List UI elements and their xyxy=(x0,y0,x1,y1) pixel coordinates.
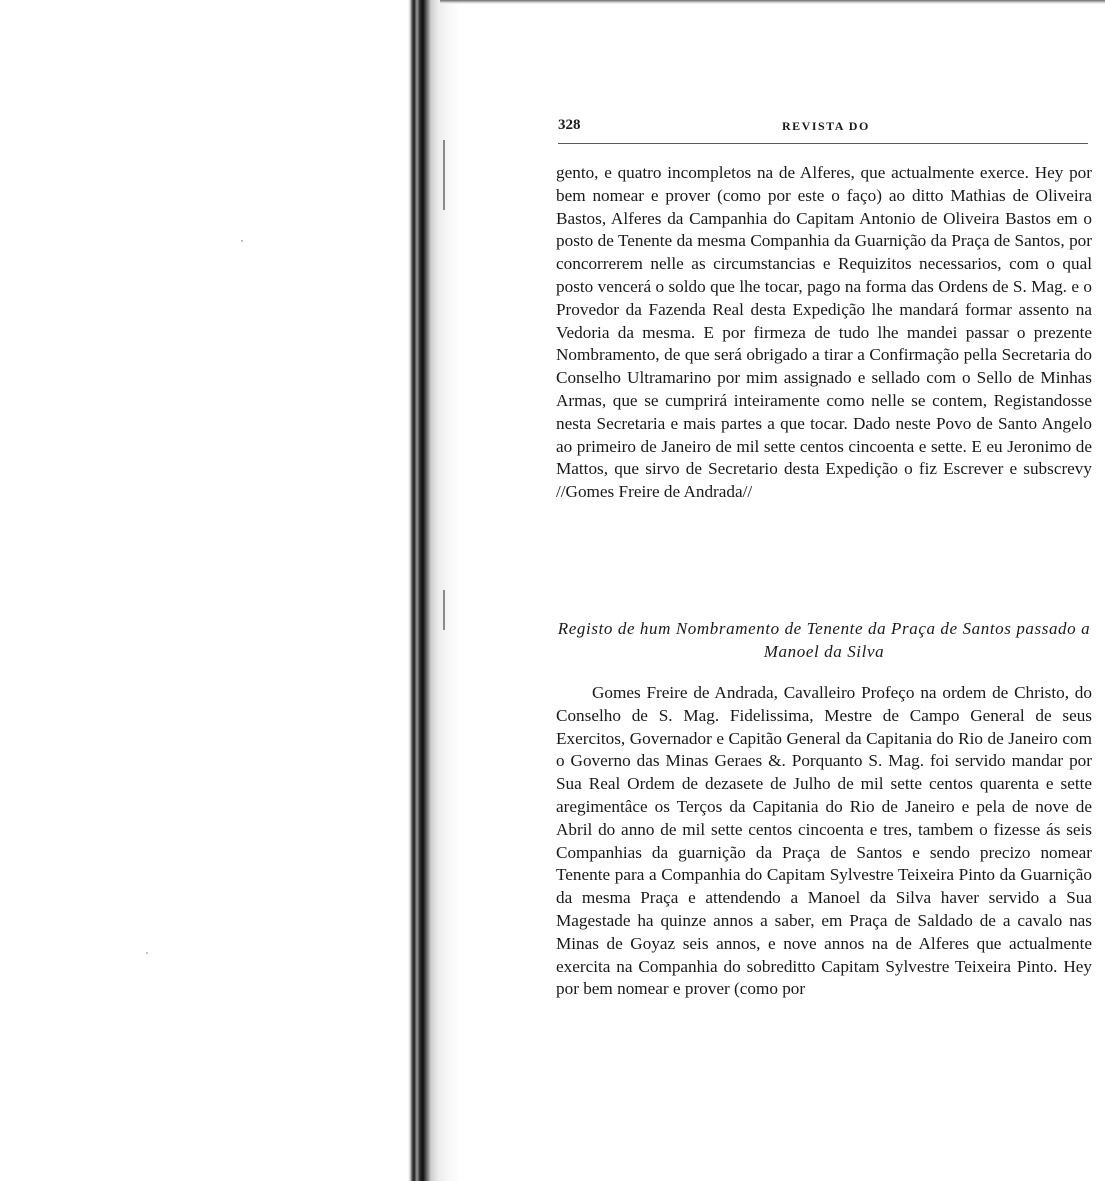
page-number: 328 xyxy=(558,117,581,133)
body-paragraph-1: gento, e quatro incompletos na de Alferes, que actualmente exerce. Hey por bem nomear e prover (como por este o faço) ao ditto Mathias de Oliveira Bastos, Alferes da Campanhia do Capitam Antonio de Oliveira Bastos em o posto de Tenente da mesma Companhia da Guarnição da Praça de Santos, por concorrerem nelle as circumstancias e Requizitos necessarios, com o qual posto vencerá o soldo que lhe tocar, pago na forma das Ordens de S. Mag. e o Provedor da Fazenda Real desta Expedição lhe mandará formar assento na Vedoria da mesma. E por firmeza de tudo lhe mandei passar o prezente Nombramento, de que será obrigado a tirar a Confirmação pella Secretaria do Conselho Ultramarino por mim assignado e sellado com o Sello de Minhas Armas, que se cumprirá inteiramente como nelle se contem, Registandosse nesta Secretaria e mais partes a que tocar. Dado neste Povo de Santo Angelo ao primeiro de Janeiro de mil sette centos cincoenta e sette. E eu Jeronimo de Mattos, que sirvo de Secretario desta Expedição o fiz Escrever e subscrevy //Gomes Freire de Andrada// xyxy=(556,163,1092,502)
section-heading: Registo de hum Nombramento de Tenente da Praça de Santos passado a Manoel da Silva xyxy=(557,619,1091,661)
book-gutter xyxy=(408,0,460,1181)
page-top-edge xyxy=(440,0,1105,4)
gutter-crease xyxy=(443,140,445,210)
right-text-page xyxy=(556,112,1092,999)
blank-left-page xyxy=(0,0,408,1181)
header-rule xyxy=(558,143,1088,144)
journal-title: REVISTA DO xyxy=(782,119,870,133)
paper-speck xyxy=(146,952,148,954)
running-header xyxy=(556,112,1092,132)
body-paragraph-2: Gomes Freire de Andrada, Cavalleiro Profeço na ordem de Christo, do Conselho de S. Mag. Fidelissima, Mestre de Campo General de seus Exercitos, Governador e Capitão General da Capitania do Rio de Janeiro com o Governo das Minas Geraes &. Porquanto S. Mag. foi servido mandar por Sua Real Ordem de dezasete de Julho de mil sette centos quarenta e sette aregimentâce os Terços da Capitania do Rio de Janeiro e pela de nove de Abril do anno de mil sette centos cincoenta e tres, tambem o fizesse ás seis Companhias da guarnição da Praça de Santos e sendo precizo nomear Tenente para a Companhia do Capitam Sylvestre Teixeira Pinto da Guarnição da mesma Praça e attendendo a Manoel da Silva haver servido a Sua Magestade ha quinze annos a saber, em Praça de Saldado de a cavalo nas Minas de Goyaz seis annos, e nove annos na de Alferes que actualmente exercita na Companhia do sobreditto Capitam Sylvestre Teixeira Pinto. Hey por bem nomear e prover (como por xyxy=(556,683,1092,999)
paper-speck xyxy=(241,240,243,242)
gutter-crease xyxy=(443,590,445,630)
